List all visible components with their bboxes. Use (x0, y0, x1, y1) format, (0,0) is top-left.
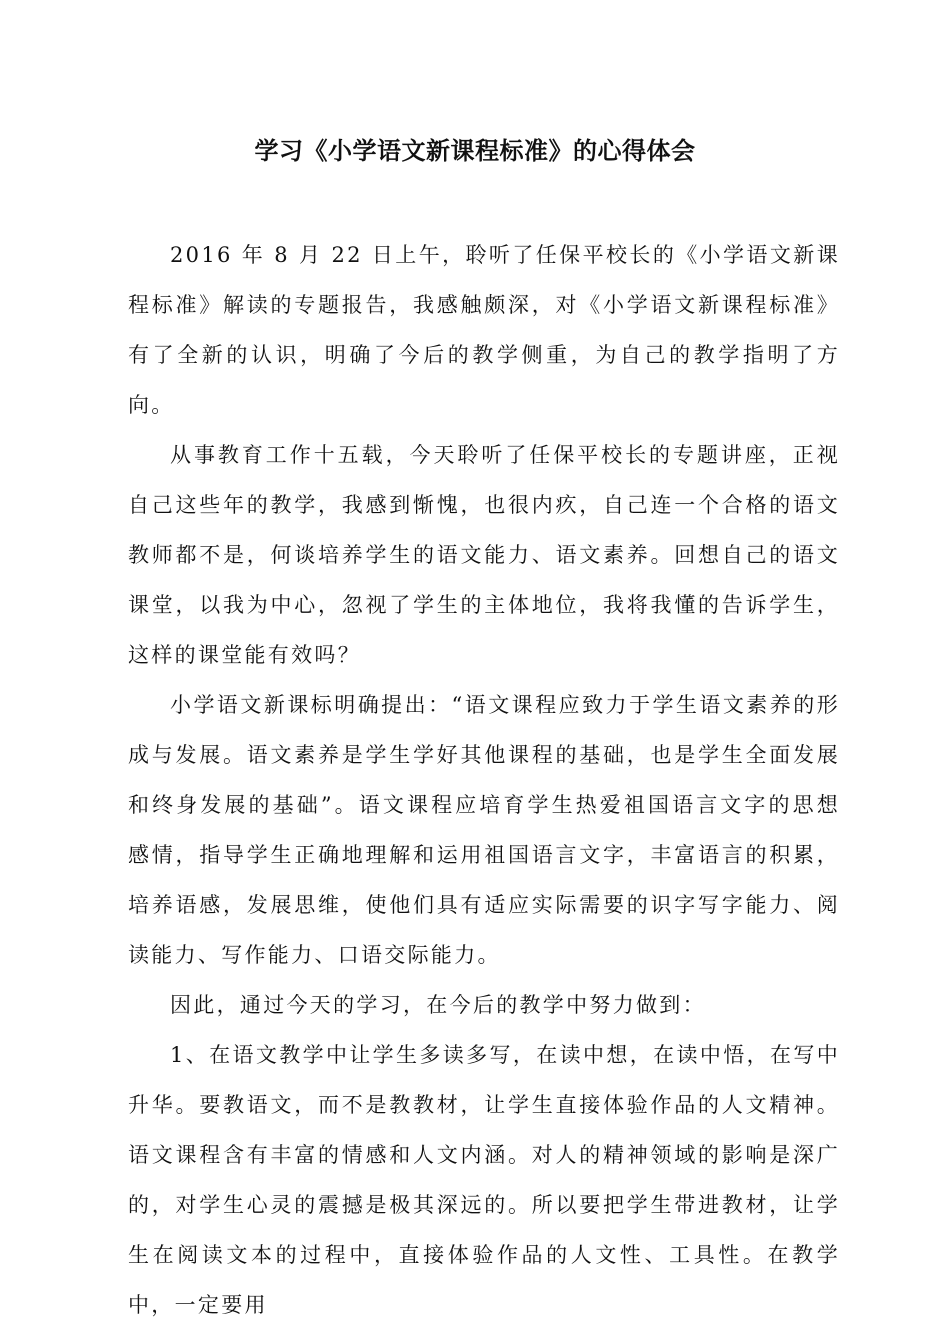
paragraph: 1、在语文教学中让学生多读多写，在读中想，在读中悟，在写中升华。要教语文，而不是教教材，让学生直接体验作品的人文精神。语文课程含有丰富的情感和人文内涵。对人的精神领域的影响是深广的，对学生心灵的震撼是极其深远的。所以要把学生带进教材，让学生在阅读文本的过程中，直接体验作品的人文性、工具性。在教学中，一定要用 (128, 1043, 840, 1317)
document-title: 学习《小学语文新课程标准》的心得体会 (254, 137, 696, 165)
paragraph: 2016 年 8 月 22 日上午，聆听了任保平校长的《小学语文新课程标准》解读的专题报告，我感触颇深，对《小学语文新课程标准》有了全新的认识，明确了今后的教学侧重，为自己的教学指明了方向。 (128, 243, 840, 417)
paragraph: 因此，通过今天的学习，在今后的教学中努力做到： (170, 993, 706, 1017)
paragraph: 小学语文新课标明确提出：“语文课程应致力于学生语文素养的形成与发展。语文素养是学生学好其他课程的基础，也是学生全面发展和终身发展的基础”。语文课程应培育学生热爱祖国语言文字的思想感情，指导学生正确地理解和运用祖国语言文字，丰富语言的积累，培养语感，发展思维，使他们具有适应实际需要的识字写字能力、阅读能力、写作能力、口语交际能力。 (128, 693, 840, 967)
document-body (128, 230, 840, 1330)
paragraph: 从事教育工作十五载，今天聆听了任保平校长的专题讲座，正视自己这些年的教学，我感到惭愧，也很内疚，自己连一个合格的语文教师都不是，何谈培养学生的语文能力、语文素养。回想自己的语文课堂，以我为中心，忽视了学生的主体地位，我将我懂的告诉学生，这样的课堂能有效吗？ (128, 443, 840, 667)
